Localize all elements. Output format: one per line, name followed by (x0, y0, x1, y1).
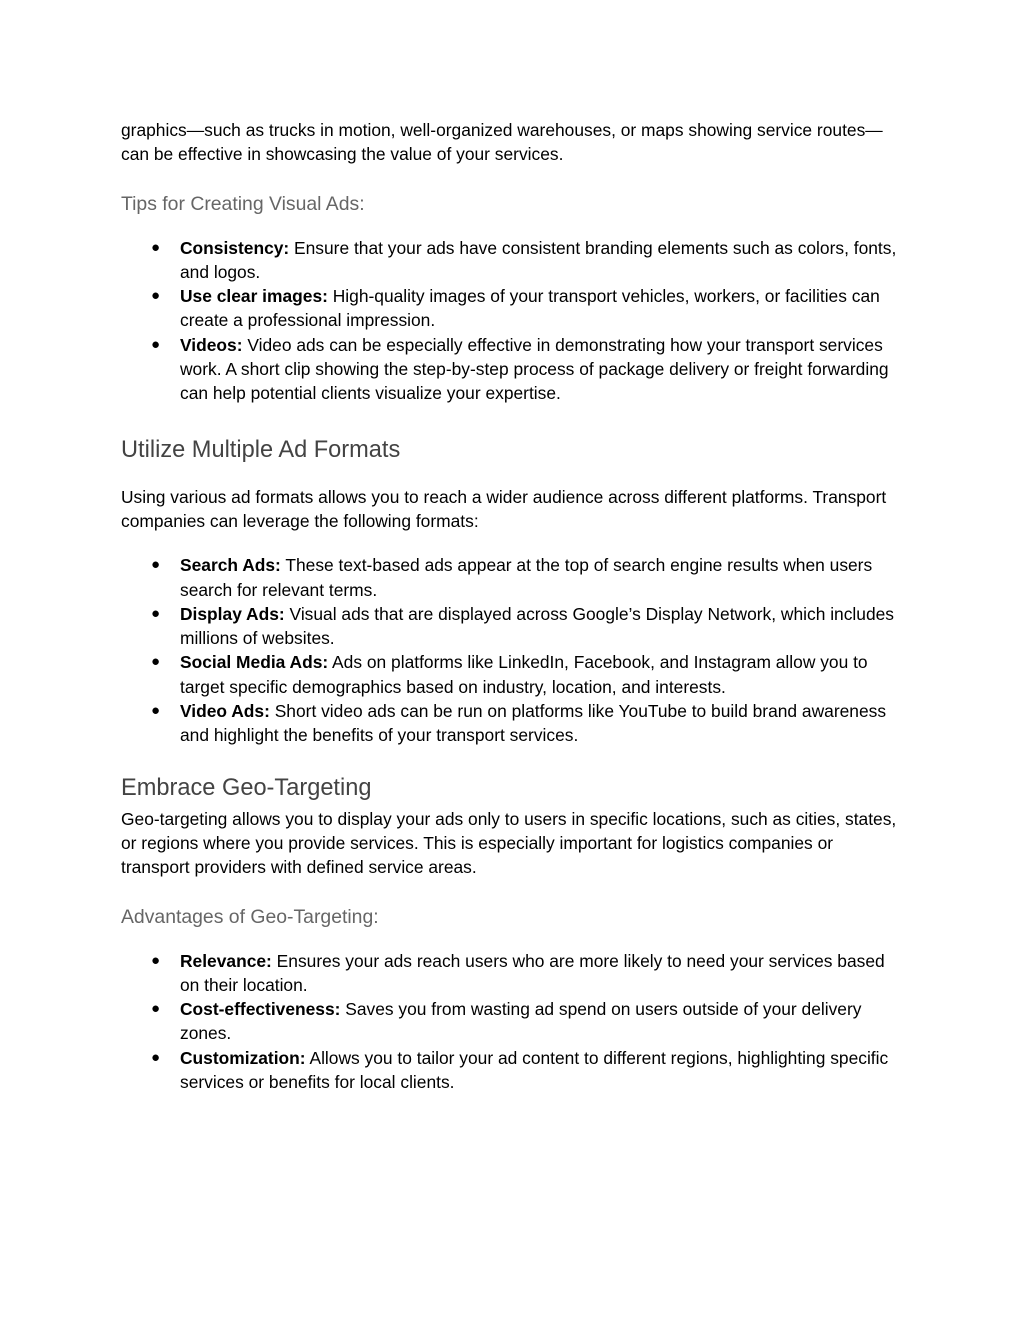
bullet-icon: ● (151, 1048, 161, 1066)
list-item-term: Video Ads: (180, 701, 270, 722)
document-page (121, 118, 905, 1094)
bullet-icon: ● (151, 335, 161, 353)
list-item-term: Videos: (180, 334, 243, 355)
list-item-text: Saves you from wasting ad spend on users outside of your delivery zones. (180, 999, 862, 1044)
list-item-text: Allows you to tailor your ad content to different regions, highlighting specific services or benefits for local clients. (180, 1047, 889, 1093)
bullet-icon: ● (151, 653, 161, 671)
tips-list (121, 236, 905, 406)
list-item (121, 284, 905, 333)
list-item-text: Video ads can be especially effective in demonstrating how your transport services work. A short clip showing the step-by-step process of package delivery or freight forwarding can help potential clients visualize your expertise. (180, 334, 889, 404)
list-item-text: Ensures your ads reach users who are more likely to need your services based on their location. (180, 950, 885, 995)
list-item-term: Use clear images: (180, 286, 328, 307)
bullet-icon: ● (151, 287, 161, 305)
list-item-term: Cost-effectiveness: (180, 999, 341, 1020)
list-item-term: Social Media Ads: (180, 652, 329, 673)
list-item (121, 650, 905, 699)
geo-heading: Embrace Geo-Targeting (121, 774, 372, 801)
list-item-term: Customization: (180, 1047, 306, 1068)
list-item (121, 602, 905, 651)
bullet-icon: ● (151, 238, 161, 256)
list-item-text: High-quality images of your transport vehicles, workers, or facilities can create a professional impression. (180, 286, 880, 331)
list-item-text: Short video ads can be run on platforms like YouTube to build brand awareness and highlight the benefits of your transport services. (180, 701, 887, 746)
bullet-icon: ● (151, 556, 161, 574)
list-item (121, 699, 905, 748)
bullet-icon: ● (151, 1000, 161, 1018)
list-item-text: Visual ads that are displayed across Google’s Display Network, which includes millions of websites. (180, 603, 895, 649)
list-item-term: Consistency: (180, 237, 290, 258)
list-item (121, 553, 905, 602)
bullet-icon: ● (151, 604, 161, 622)
list-item-term: Relevance: (180, 950, 272, 971)
list-item (121, 1046, 905, 1095)
list-item (121, 333, 905, 406)
bullet-icon: ● (151, 702, 161, 720)
formats-list (121, 553, 905, 747)
list-item-text: Ensure that your ads have consistent branding elements such as colors, fonts, and logos. (180, 237, 897, 282)
geo-subheading: Advantages of Geo-Targeting: (121, 905, 379, 928)
formats-intro-paragraph: Using various ad formats allows you to reach a wider audience across different platforms. Transport companies can leverage the following formats: (121, 486, 887, 531)
geo-list (121, 949, 905, 1095)
list-item-text: Ads on platforms like LinkedIn, Facebook, and Instagram allow you to target specific demographics based on industry, location, and interests. (180, 652, 868, 697)
list-item-term: Search Ads: (180, 555, 281, 576)
tips-heading: Tips for Creating Visual Ads: (121, 192, 365, 215)
list-item (121, 997, 905, 1046)
list-item (121, 949, 905, 998)
list-item-text: These text-based ads appear at the top of search engine results when users search for relevant terms. (180, 555, 873, 600)
list-item (121, 236, 905, 285)
bullet-icon: ● (151, 951, 161, 969)
intro-paragraph: graphics—such as trucks in motion, well-organized warehouses, or maps showing service routes—can be effective in showcasing the value of your services. (121, 120, 883, 165)
formats-heading: Utilize Multiple Ad Formats (121, 436, 401, 463)
list-item-term: Display Ads: (180, 603, 285, 624)
geo-intro-paragraph: Geo-targeting allows you to display your ads only to users in specific locations, such as cities, states, or regions where you provide services. This is especially important for logistics companies or transport providers with defined service areas. (121, 808, 897, 878)
